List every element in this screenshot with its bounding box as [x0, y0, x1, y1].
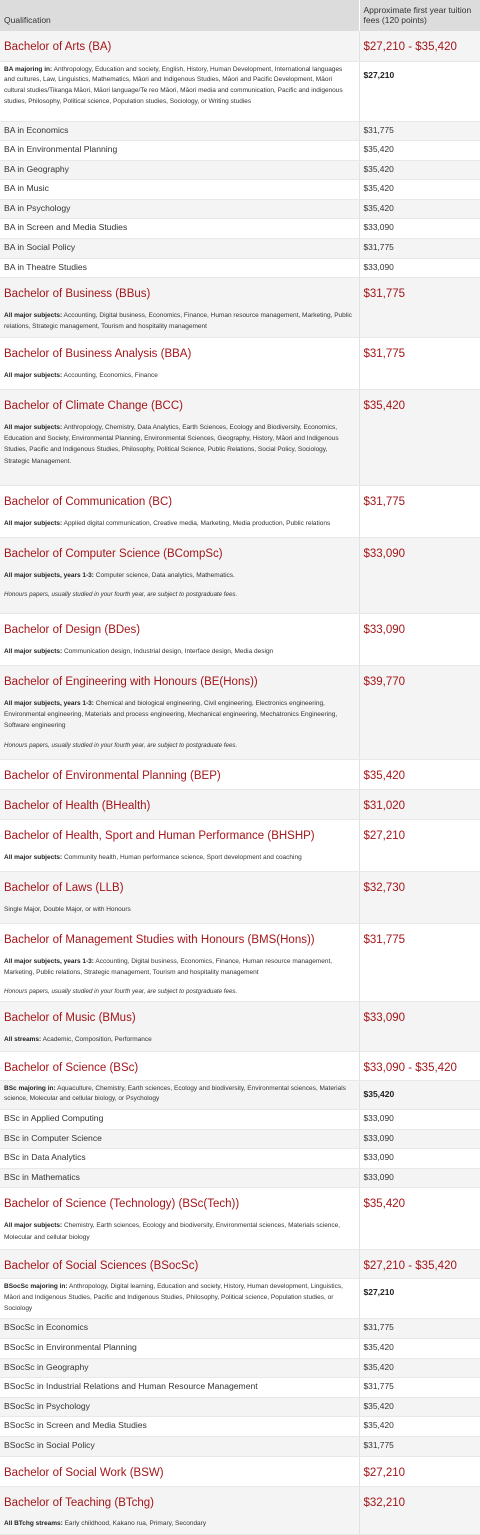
sub-fee: $35,420 [359, 141, 480, 161]
honours-note: Honours papers, usually studied in your fourth year, are subject to postgraduate fees. [4, 741, 238, 749]
qualification-fee: $32,210 [363, 1496, 406, 1509]
sub-fee: $33,090 [359, 1168, 480, 1188]
qualification-fee: $33,090 [363, 1011, 406, 1024]
table-row [0, 1279, 480, 1319]
qualification-fee: $27,210 [363, 829, 406, 842]
table-row [0, 180, 480, 200]
table-row [0, 1486, 480, 1534]
qualification-fee: $35,420 [363, 769, 406, 782]
sub-fee: $35,420 [359, 199, 480, 219]
sub-fee: $33,090 [359, 258, 480, 278]
subjects-label: All major subjects: [4, 1222, 63, 1230]
majoring-fee: $35,420 [363, 1088, 395, 1099]
qualification-fee: $33,090 [363, 547, 406, 560]
sub-name: BSc in Data Analytics [0, 1149, 359, 1169]
qualification-fee: $32,730 [363, 881, 406, 894]
sub-fee: $31,775 [359, 1319, 480, 1339]
sub-name: BA in Economics [0, 121, 359, 141]
table-row [0, 1338, 480, 1358]
qualification-fee: $31,020 [363, 799, 406, 812]
qualification-title: Bachelor of Climate Change (BCC) [4, 399, 183, 412]
qualification-title: Bachelor of Design (BDes) [4, 623, 141, 636]
sub-fee: $35,420 [359, 1358, 480, 1378]
qualification-title: Bachelor of Environmental Planning (BEP) [4, 769, 221, 782]
qualification-title: Bachelor of Health, Sport and Human Performance (BHSHP) [4, 829, 315, 842]
majoring-text: Anthropology, Digital learning, Education and society, History, Human development, Linguistics, Māori and Indigenous Studies, Pacific and Indigenous Studies, Philosophy, Political science, Population studies, or Sociology [4, 1283, 343, 1312]
qualification-title: Bachelor of Management Studies with Honours (BMS(Hons)) [4, 933, 315, 946]
sub-fee: $35,420 [359, 1417, 480, 1437]
sub-fee: $35,420 [359, 1397, 480, 1417]
sub-name: BSocSc in Environmental Planning [0, 1338, 359, 1358]
qualification-fee: $33,090 [363, 623, 406, 636]
table-row [0, 239, 480, 259]
sub-fee: $33,090 [359, 1110, 480, 1130]
subjects-text: Chemical and biological engineering, Civil engineering, Electronics engineering, Environmental engineering, Materials and process engineering, Mechanical engineering, Mechatronics Engineering, Software engineering [4, 699, 338, 730]
qualification-title: Bachelor of Communication (BC) [4, 495, 173, 508]
sub-fee: $33,090 [359, 219, 480, 239]
table-row [0, 141, 480, 161]
sub-name: BA in Social Policy [0, 239, 359, 259]
sub-name: BSc in Computer Science [0, 1129, 359, 1149]
sub-name: BSocSc in Industrial Relations and Human Resource Management [0, 1378, 359, 1398]
qualification-title: Bachelor of Business Analysis (BBA) [4, 347, 192, 360]
qualification-title: Bachelor of Engineering with Honours (BE(Hons)) [4, 675, 258, 688]
qualification-title: Bachelor of Music (BMus) [4, 1011, 136, 1024]
qualification-fee: $31,775 [363, 347, 406, 360]
subjects-text: Applied digital communication, Creative media, Marketing, Media production, Public relations [63, 519, 331, 527]
subjects-label: All major subjects, years 1-3: [4, 571, 94, 579]
qualification-fee: $31,775 [363, 495, 406, 508]
sub-fee: $31,775 [359, 1378, 480, 1398]
table-row [0, 337, 480, 389]
qualification-fee: $39,770 [363, 675, 406, 688]
sub-name: BSocSc in Screen and Media Studies [0, 1417, 359, 1437]
honours-note: Honours papers, usually studied in your fourth year, are subject to postgraduate fees. [4, 988, 238, 996]
majoring-label: BSc majoring in: [4, 1084, 56, 1092]
subjects-text: Chemistry, Earth sciences, Ecology and biodiversity, Environmental sciences, Materials science, Molecular and cellular biology [4, 1222, 341, 1241]
table-row [0, 1188, 480, 1250]
subjects-text: Communication design, Industrial design, Interface design, Media design [63, 647, 274, 655]
qualification-title: Bachelor of Social Work (BSW) [4, 1466, 164, 1479]
sub-fee: $35,420 [359, 160, 480, 180]
qualification-header: Qualification [0, 0, 359, 31]
subjects-text: Academic, Composition, Performance [42, 1035, 152, 1043]
subjects-text: Anthropology, Chemistry, Data Analytics, Earth Sciences, Ecology and Biodiversity, Economics, Education and Society, Environmental Planning, Environmental Sciences, Geography, History, Māori and Indigenous Studies, Pacific and Indigenous Studies, Philosophy, Political Science, Public Relations, Social Policy, Sociology, Strategic Management. [4, 423, 339, 465]
majoring-label: BA majoring in: [4, 65, 53, 73]
qualification-fee: $35,420 [363, 399, 406, 412]
fees-header: Approximate first year tuition fees (120 points) [359, 0, 480, 31]
table-row [0, 160, 480, 180]
subjects-label: All major subjects, years 1-3: [4, 957, 94, 965]
table-row [0, 219, 480, 239]
table-row [0, 1358, 480, 1378]
subjects-text: Community health, Human performance science, Sport development and coaching [63, 853, 302, 861]
table-row [0, 61, 480, 121]
subjects-text: Accounting, Digital business, Economics, Finance, Human resource management, Marketing, Public relations, Strategic management, Tourism and hospitality management [4, 312, 352, 331]
sub-fee: $33,090 [359, 1129, 480, 1149]
sub-fee: $35,420 [359, 180, 480, 200]
subjects-label: All major subjects: [4, 647, 63, 655]
table-row [0, 121, 480, 141]
qualification-title: Bachelor of Health (BHealth) [4, 799, 151, 812]
subjects-label: All major subjects: [4, 519, 63, 527]
table-row [0, 258, 480, 278]
table-row [0, 1319, 480, 1339]
qualification-title: Bachelor of Business (BBus) [4, 288, 151, 301]
table-row [0, 485, 480, 537]
table-row [0, 1417, 480, 1437]
qualification-fee: $27,210 [363, 1466, 406, 1479]
table-row [0, 819, 480, 871]
sub-name: BSocSc in Social Policy [0, 1436, 359, 1456]
table-row [0, 923, 480, 1001]
sub-name: BA in Geography [0, 160, 359, 180]
table-row [0, 389, 480, 485]
table-row [0, 1110, 480, 1130]
table-row [0, 871, 480, 923]
qualification-title: Bachelor of Arts (BA) [4, 41, 112, 53]
table-row [0, 759, 480, 789]
qualification-title: Bachelor of Laws (LLB) [4, 881, 124, 894]
qualification-fee: $31,775 [363, 288, 406, 301]
subjects-text: Accounting, Digital business, Economics, Finance, Human resource management, Marketing, Public relations, Strategic management, Tourism and hospitality management [4, 957, 333, 976]
sub-fee: $35,420 [359, 1338, 480, 1358]
table-row [0, 1001, 480, 1051]
subjects-label: All major subjects, years 1-3: [4, 699, 94, 707]
table-row [0, 1397, 480, 1417]
qualification-fee: $31,775 [363, 933, 406, 946]
qualification-title: Bachelor of Computer Science (BCompSc) [4, 547, 223, 560]
subjects-label: All major subjects: [4, 371, 63, 379]
sub-name: BSocSc in Economics [0, 1319, 359, 1339]
table-row [0, 1149, 480, 1169]
subjects-text: Single Major, Double Major, or with Honours [4, 905, 131, 913]
sub-name: BSocSc in Psychology [0, 1397, 359, 1417]
majoring-fee: $27,210 [363, 1287, 395, 1298]
sub-fee: $31,775 [359, 239, 480, 259]
subjects-label: All BTchg streams: [4, 1520, 63, 1528]
sub-name: BSc in Mathematics [0, 1168, 359, 1188]
majoring-fee: $27,210 [363, 69, 395, 80]
table-row [0, 1436, 480, 1456]
sub-name: BA in Environmental Planning [0, 141, 359, 161]
qualification-title: Bachelor of Social Sciences (BSocSc) [4, 1260, 199, 1273]
qualification-title: Bachelor of Science (BSc) [4, 1061, 139, 1074]
subjects-label: All major subjects: [4, 312, 63, 320]
sub-name: BSocSc in Geography [0, 1358, 359, 1378]
sub-name: BSc in Applied Computing [0, 1110, 359, 1130]
table-row [0, 665, 480, 759]
table-row [0, 1456, 480, 1486]
table-row [0, 789, 480, 819]
sub-name: BA in Screen and Media Studies [0, 219, 359, 239]
sub-fee: $31,775 [359, 1436, 480, 1456]
table-row [0, 278, 480, 338]
table-row [0, 1378, 480, 1398]
honours-note: Honours papers, usually studied in your fourth year, are subject to postgraduate fees. [4, 590, 238, 598]
subjects-text: Early childhood, Kakano rua, Primary, Secondary [64, 1520, 207, 1528]
majoring-label: BSocSc majoring in: [4, 1283, 68, 1291]
sub-fee: $31,775 [359, 121, 480, 141]
table-row [0, 1129, 480, 1149]
table-row [0, 199, 480, 219]
subjects-label: All major subjects: [4, 423, 63, 431]
sub-name: BA in Music [0, 180, 359, 200]
subjects-text: Accounting, Economics, Finance [63, 371, 158, 379]
qualification-fee: $27,210 - $35,420 [363, 41, 457, 53]
qualification-title: Bachelor of Science (Technology) (BSc(Tech)) [4, 1198, 240, 1211]
sub-fee: $33,090 [359, 1149, 480, 1169]
sub-name: BA in Theatre Studies [0, 258, 359, 278]
table-header-row [0, 0, 480, 31]
table-row [0, 31, 480, 61]
table-row [0, 1250, 480, 1279]
table-row [0, 537, 480, 613]
table-row [0, 1051, 480, 1080]
sub-name: BA in Psychology [0, 199, 359, 219]
majoring-text: Aquaculture, Chemistry, Earth sciences, Ecology and biodiversity, Environmental sciences, Materials science, Molecular and cellular biology, or Psychology [4, 1084, 346, 1103]
table-row [0, 613, 480, 665]
table-row [0, 1168, 480, 1188]
subjects-label: All streams: [4, 1035, 42, 1043]
table-row [0, 1080, 480, 1109]
qualification-fee: $35,420 [363, 1198, 406, 1211]
subjects-label: All major subjects: [4, 853, 63, 861]
qualification-title: Bachelor of Teaching (BTchg) [4, 1496, 155, 1509]
subjects-text: Computer science, Data analytics, Mathematics. [95, 571, 235, 579]
majoring-text: Anthropology, Education and society, English, History, Human Development, International languages and cultures, Law, Linguistics, Mathematics, Māori and Indigenous Studies, Māori and Pacific Development, Māori cultural studies/Tikanga Māori, Māori language/Te reo Māori, Māori media and communication, Pacific and indigenous studies, Philosophy, Political science, Population studies, Sociology, or Writing studies [4, 65, 343, 105]
qualification-fee: $27,210 - $35,420 [363, 1260, 457, 1273]
qualification-fee: $33,090 - $35,420 [363, 1061, 457, 1074]
